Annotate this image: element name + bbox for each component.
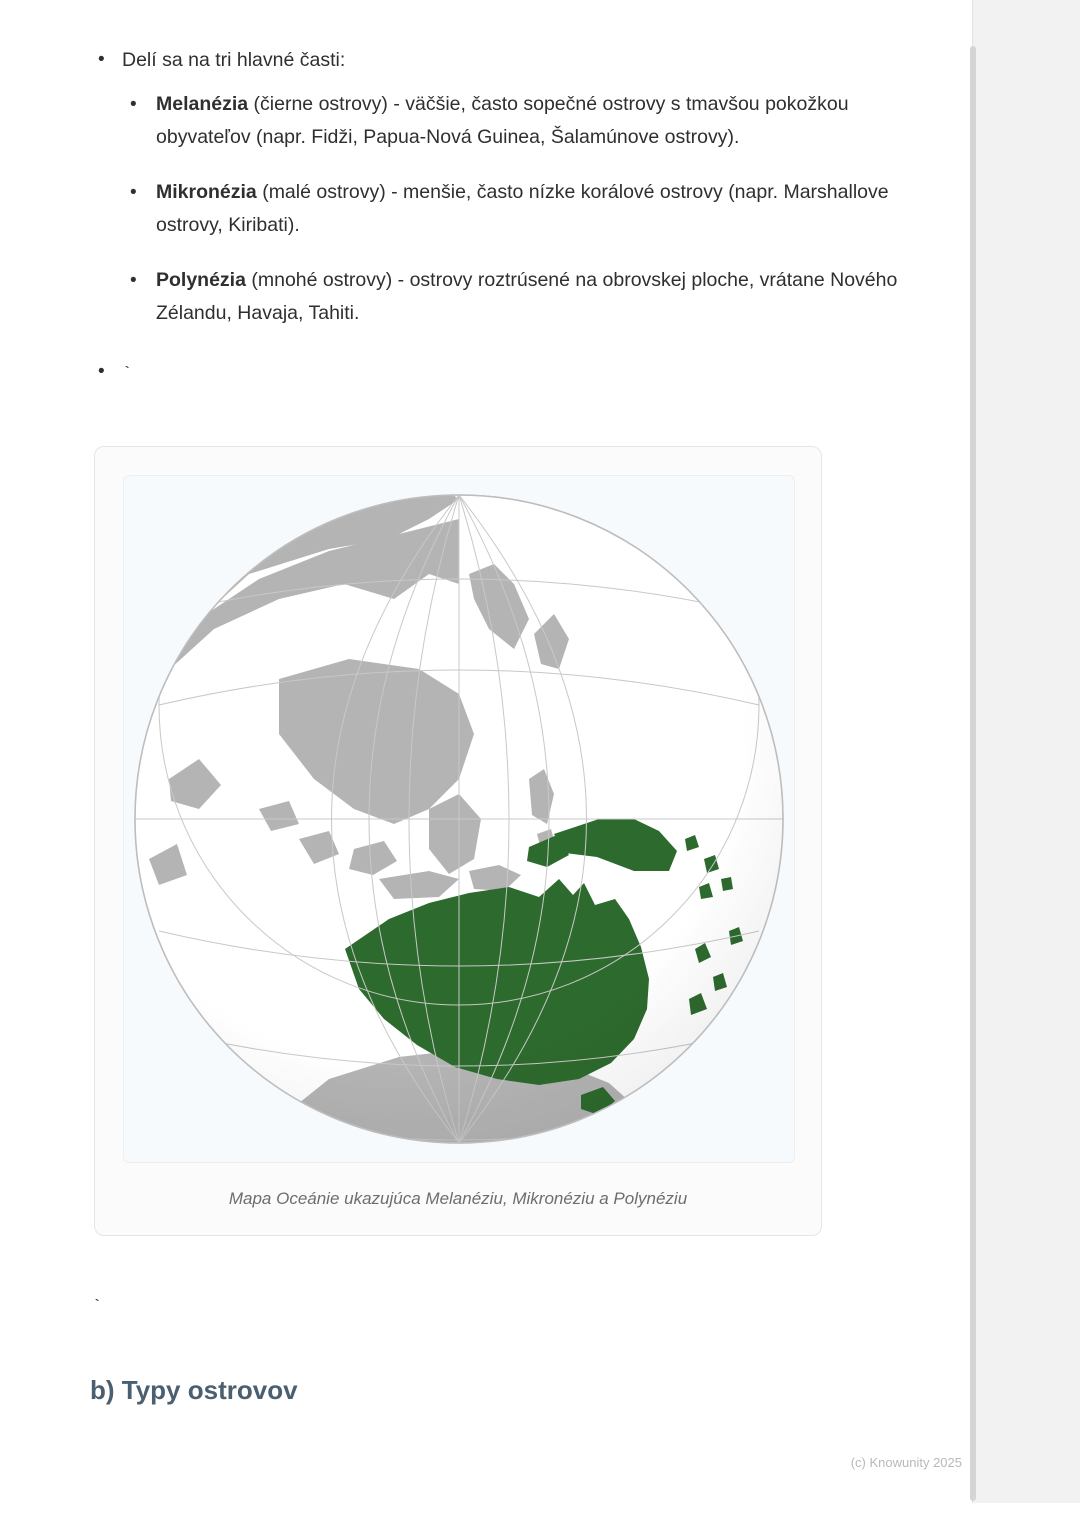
region-description: (mnohé ostrovy) - ostrovy roztrúsené na obrovskej ploche, vrátane Nového Zélandu, Havaja, Tahiti. [156, 269, 898, 324]
figure-card [94, 446, 822, 1236]
globe-oceania-map-icon [129, 479, 789, 1159]
figure-caption: Mapa Oceánie ukazujúca Melanéziu, Mikronéziu a Polynéziu [228, 1189, 688, 1208]
list-item [90, 44, 905, 330]
region-name: Polynézia [156, 269, 246, 291]
regions-list [122, 88, 905, 330]
stray-backtick: ` [122, 365, 133, 384]
outline-list [90, 44, 905, 388]
region-name: Mikronézia [156, 181, 257, 203]
list-item [90, 356, 905, 388]
scrollbar-track[interactable] [972, 0, 1080, 1503]
copyright-notice: (c) Knowunity 2025 [850, 1455, 962, 1470]
region-description: (čierne ostrovy) - väčšie, často sopečné ostrovy s tmavšou pokožkou obyvateľov (napr. Fidži, Papua-Nová Guinea, Šalamúnove ostrovy). [156, 93, 849, 148]
region-description: (malé ostrovy) - menšie, často nízke korálové ostrovy (napr. Marshallove ostrovy, Kiribati). [156, 181, 889, 236]
list-item [122, 88, 905, 154]
intro-bullet-text: Delí sa na tri hlavné časti: [122, 49, 346, 71]
region-name: Melanézia [156, 93, 249, 115]
list-item [122, 264, 905, 330]
page-title: b) Typy ostrovov [90, 1375, 298, 1405]
figure-image-container [123, 475, 795, 1163]
list-item [122, 176, 905, 242]
trailing-backtick: ` [92, 1298, 103, 1317]
